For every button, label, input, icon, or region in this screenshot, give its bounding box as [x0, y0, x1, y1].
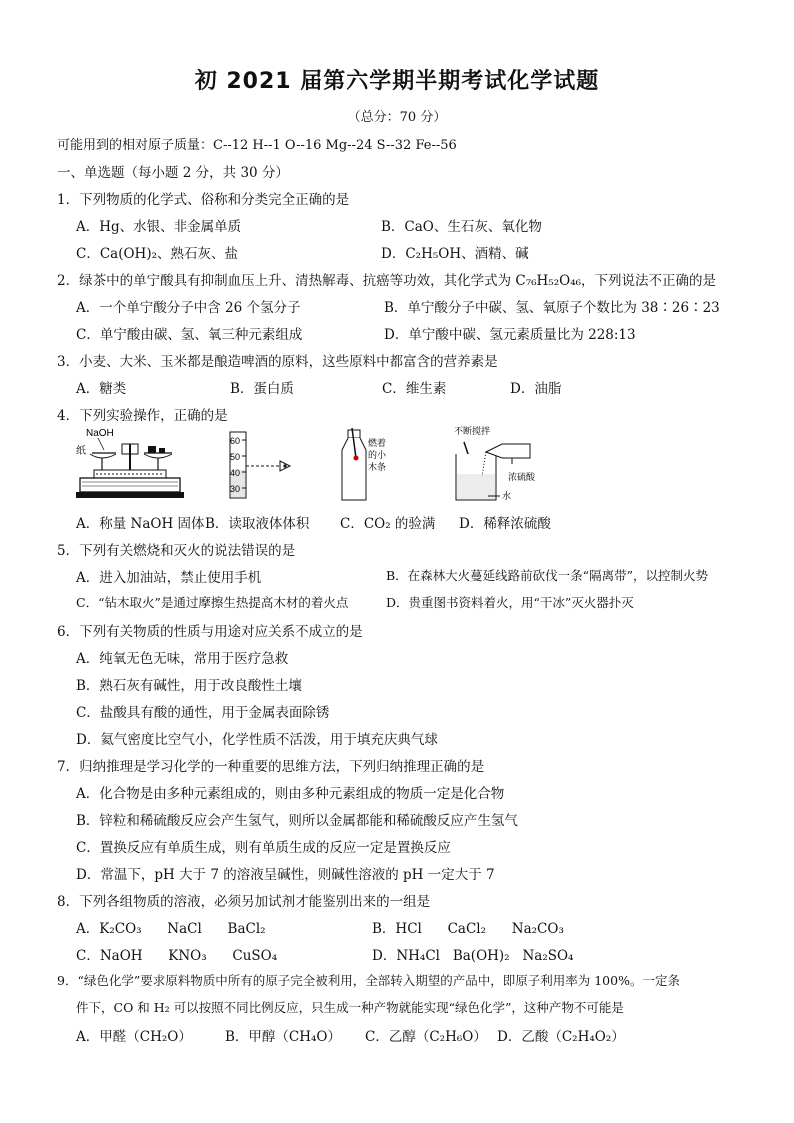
q5-stem: 5．下列有关燃烧和灭火的说法错误的是: [57, 543, 296, 559]
q1-option-b: B．CaO、生石灰、氧化物: [381, 219, 542, 235]
q9-option-c: C．乙醇（C₂H₆O）: [365, 1029, 487, 1045]
q8-stem: 8．下列各组物质的溶液，必须另加试剂才能鉴别出来的一组是: [57, 894, 431, 910]
q5-option-a: A．进入加油站，禁止使用手机: [76, 570, 262, 586]
q4-option-d: D．稀释浓硫酸: [459, 516, 551, 532]
gas-bottle-figure: [328, 426, 400, 504]
q6-option-a: A．纯氧无色无味，常用于医疗急救: [76, 651, 289, 667]
q1-option-c: C．Ca(OH)₂、熟石灰、盐: [76, 246, 238, 262]
cylinder-figure: [218, 430, 298, 502]
q4-option-a: A．称量 NaOH 固体: [76, 516, 205, 532]
q9-stem-line1: 9．“绿色化学”要求原料物质中所有的原子完全被利用，全部转入期望的产品中，即原子利用率为 100%。一定条: [57, 973, 680, 988]
q8-option-d: D．NH₄Cl Ba(OH)₂ Na₂SO₄: [372, 948, 574, 964]
q6-option-d: D．氦气密度比空气小，化学性质不活泼，用于填充庆典气球: [76, 732, 438, 748]
q9-option-d: D．乙酸（C₂H₄O₂）: [497, 1029, 625, 1045]
q6-option-b: B．熟石灰有碱性，用于改良酸性土壤: [76, 678, 302, 694]
stir-label: 不断搅拌: [454, 427, 491, 437]
exam-title: 初 2021 届第六学期半期考试化学试题: [194, 69, 600, 94]
q3-option-d: D．油脂: [510, 381, 562, 397]
naoh-label: NaOH: [86, 428, 114, 439]
q8-option-c: C．NaOH KNO₃ CuSO₄: [76, 948, 278, 964]
balance-figure: [72, 424, 188, 508]
acid-label: 浓硫酸: [508, 473, 536, 483]
q9-option-a: A．甲醛（CH₂O）: [76, 1029, 192, 1045]
q2-option-c: C．单宁酸由碳、氢、氧三种元素组成: [76, 327, 303, 343]
q9-stem-line2: 件下，CO 和 H₂ 可以按照不同比例反应，只生成一种产物就能实现“绿色化学”，这种产物不可能是: [76, 1000, 624, 1015]
tick-40: 40: [230, 468, 241, 478]
tick-30: 30: [230, 484, 241, 494]
tick-50: 50: [230, 452, 241, 462]
q3-option-b: B．蛋白质: [230, 381, 294, 397]
q7-stem: 7．归纳推理是学习化学的一种重要的思维方法，下列归纳推理正确的是: [57, 759, 485, 775]
q2-option-a: A．一个单宁酸分子中含 26 个氢分子: [76, 300, 301, 316]
q7-option-b: B．锌粒和稀硫酸反应会产生氢气，则所以金属都能和稀硫酸反应产生氢气: [76, 813, 518, 829]
q4-option-b: B．读取液体体积: [205, 516, 310, 532]
q2-option-b: B．单宁酸分子中碳、氢、氧原子个数比为 38∶26∶23: [384, 300, 720, 316]
tick-60: 60: [230, 436, 241, 446]
atomic-masses: 可能用到的相对原子质量：C--12 H--1 O--16 Mg--24 S--32 Fe--56: [57, 138, 457, 153]
wood-label: 木条: [368, 463, 387, 473]
small-label: 的小: [368, 451, 387, 461]
q8-option-b: B．HCl CaCl₂ Na₂CO₃: [372, 921, 564, 937]
q1-option-d: D．C₂H₅OH、酒精、碱: [381, 246, 529, 262]
q5-option-b: B．在森林大火蔓延线路前砍伐一条“隔离带”，以控制火势: [386, 568, 708, 583]
q1-stem: 1．下列物质的化学式、俗称和分类完全正确的是: [57, 192, 350, 208]
q3-option-a: A．糖类: [76, 381, 127, 397]
q5-option-d: D．贵重图书资料着火，用“干冰”灭火器扑灭: [386, 595, 634, 610]
q1-option-a: A．Hg、水银、非金属单质: [76, 219, 242, 235]
q2-stem: 2．绿茶中的单宁酸具有抑制血压上升、清热解毒、抗癌等功效，其化学式为 C₇₆H₅₂O₄₆，下列说法不正确的是: [57, 273, 717, 289]
dilution-figure: [452, 424, 552, 506]
q7-option-d: D．常温下，pH 大于 7 的溶液呈碱性，则碱性溶液的 pH 一定大于 7: [76, 867, 495, 883]
q8-option-a: A．K₂CO₃ NaCl BaCl₂: [76, 921, 266, 937]
q6-option-c: C．盐酸具有酸的通性，用于金属表面除锈: [76, 705, 330, 721]
water-label: 水: [502, 492, 512, 502]
q6-stem: 6．下列有关物质的性质与用途对应关系不成立的是: [57, 624, 363, 640]
q5-option-c: C．“钻木取火”是通过摩擦生热提高木材的着火点: [76, 595, 349, 610]
q7-option-a: A．化合物是由多种元素组成的，则由多种元素组成的物质一定是化合物: [76, 786, 505, 802]
q9-option-b: B．甲醇（CH₄O）: [225, 1029, 342, 1045]
q3-option-c: C．维生素: [382, 381, 447, 397]
q3-stem: 3．小麦、大米、玉米都是酿造啤酒的原料，这些原料中都富含的营养素是: [57, 354, 498, 370]
section-heading: 一、单选题（每小题 2 分，共 30 分）: [57, 165, 289, 181]
paper-label: 纸: [76, 446, 86, 457]
q4-option-c: C．CO₂ 的验满: [340, 516, 436, 532]
total-score: （总分：70 分）: [347, 110, 447, 125]
burning-label: 燃着: [368, 439, 387, 449]
q7-option-c: C．置换反应有单质生成，则有单质生成的反应一定是置换反应: [76, 840, 451, 856]
q4-stem: 4．下列实验操作，正确的是: [57, 408, 228, 424]
q2-option-d: D．单宁酸中碳、氢元素质量比为 228:13: [384, 327, 636, 343]
